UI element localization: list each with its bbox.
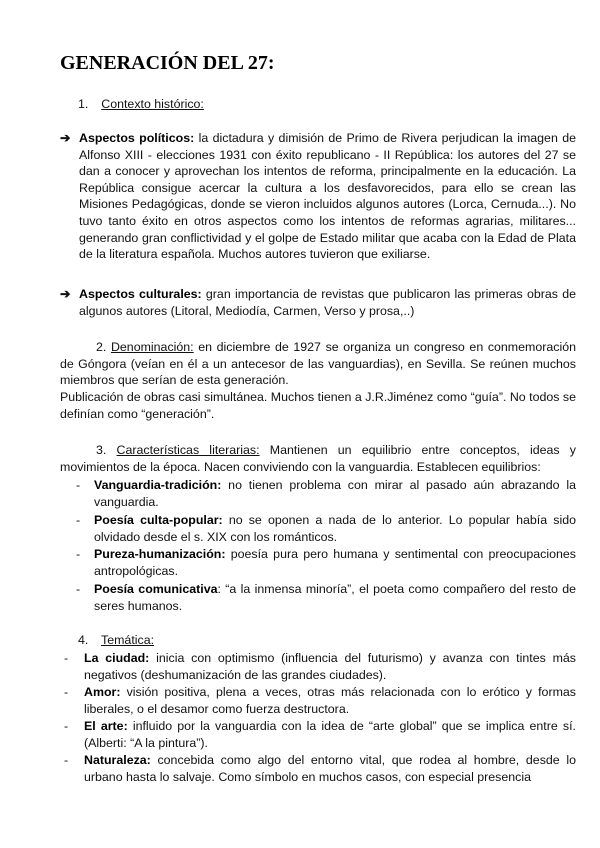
item-label: Poesía comunicativa [94,582,218,596]
arrow-icon: ➔ [60,287,71,301]
dash-bullet: - [64,753,69,767]
item-label: Pureza-humanización: [94,547,226,561]
list-item [76,512,576,545]
section-title: Temática: [101,633,155,647]
item-text: gran importancia de revistas que publicaron las primeras obras de algunos autores (Litoral, Mediodía, Carmen, Verso y prosa,..) [79,287,576,318]
item-text: inicia con optimismo (influencia del futurismo) y avanza con tintes más negativos (deshumanización de las grandes ciudades). [84,651,576,682]
section-title: Contexto histórico: [101,97,204,111]
item-text: poesía pura pero humana y sentimental con preocupaciones antropológicas. [94,547,576,578]
list-item [64,752,576,785]
section-1-heading [78,96,204,113]
list-item [76,477,576,510]
dash-bullet: - [64,651,69,665]
section-number: 1. [78,97,89,111]
section-text: Mantienen un equilibrio entre conceptos, ideas y movimientos de la época. Nacen conviviendo con la vanguardia. Establecen equilibrios: [60,443,576,474]
section-2-paragraph-2: Publicación de obras casi simultánea. Muchos tienen a J.R.Jiménez como “guía”. No todos se definían como “generación”. [60,390,576,421]
list-item [64,718,576,751]
section-text: en diciembre de 1927 se organiza un congreso en conmemoración de Góngora (veían en él a un antecesor de las vanguardias), en Sevilla. Se reúnen muchos miembros que serían de esta generación. [60,340,576,388]
list-item [64,650,576,683]
section-4-heading [78,632,154,649]
item-label: Poesía culta-popular: [94,513,223,527]
item-text: no se oponen a nada de lo anterior. Lo popular había sido olvidado desde el s. XIX con los románticos. [94,513,576,544]
item-label: Amor: [84,685,121,699]
item-text: concebida como algo del entorno vital, que rodea al hombre, desde lo urbano hasta lo salvaje. Como símbolo en muchos casos, con especial presencia [84,753,576,784]
dash-bullet: - [64,685,69,699]
item-text: : “a la inmensa minoría”, el poeta como compañero del resto de seres humanos. [94,582,576,613]
section-title: Denominación: [110,340,194,354]
item-text: influido por la vanguardia con la idea de “arte global” que se implica entre sí. (Alberti: “A la pintura”). [84,719,576,750]
item-label: El arte: [84,719,128,733]
section-number: 2. [96,340,107,354]
page-title: GENERACIÓN DEL 27: [60,52,275,74]
list-item [76,546,576,579]
dash-bullet: - [76,582,81,596]
item-text: la dictadura y dimisión de Primo de Rivera perjudican la imagen de Alfonso XIII - elecciones 1931 con éxito republicano - II República: los autores del 27 se dan a conocer y aprovechan los intentos de reforma, principalmente en la educación. La República consigue acercar la cultura a los desfavorecidos, para ello se crean las Misiones Pedagógicas, donde se vieron incluidos algunos autores (Lorca, Cernuda...). No tuvo tanto éxito en otros aspectos como los intentos de reformas agrarias, militares... generando gran conflictividad y el golpe de Estado militar que acaba con la Edad de Plata de la literatura española. Muchos autores tuvieron que exiliarse. [79,131,576,262]
arrow-icon: ➔ [60,131,71,145]
item-text: no tienen problema con mirar al pasado aún abrazando la vanguardia. [94,478,576,509]
list-item [76,581,576,614]
item-text: visión positiva, plena a veces, otras más relacionada con lo erótico y formas liberales, o el desamor como fuerza destructora. [84,685,576,716]
dash-bullet: - [76,513,81,527]
item-label: Aspectos políticos: [79,131,195,145]
section-number: 3. [96,443,107,457]
item-label: Vanguardia-tradición: [94,478,222,492]
section-number: 4. [78,633,89,647]
section-3-paragraph [60,442,576,475]
dash-bullet: - [76,547,81,561]
section-2-paragraph [60,339,576,389]
item-label: Naturaleza: [84,753,151,767]
list-item [60,286,576,319]
dash-bullet: - [76,478,81,492]
item-label: Aspectos culturales: [79,287,202,301]
list-item [60,130,576,263]
dash-bullet: - [64,719,69,733]
list-item [64,684,576,717]
section-title: Características literarias: [116,443,260,457]
item-label: La ciudad: [84,651,150,665]
